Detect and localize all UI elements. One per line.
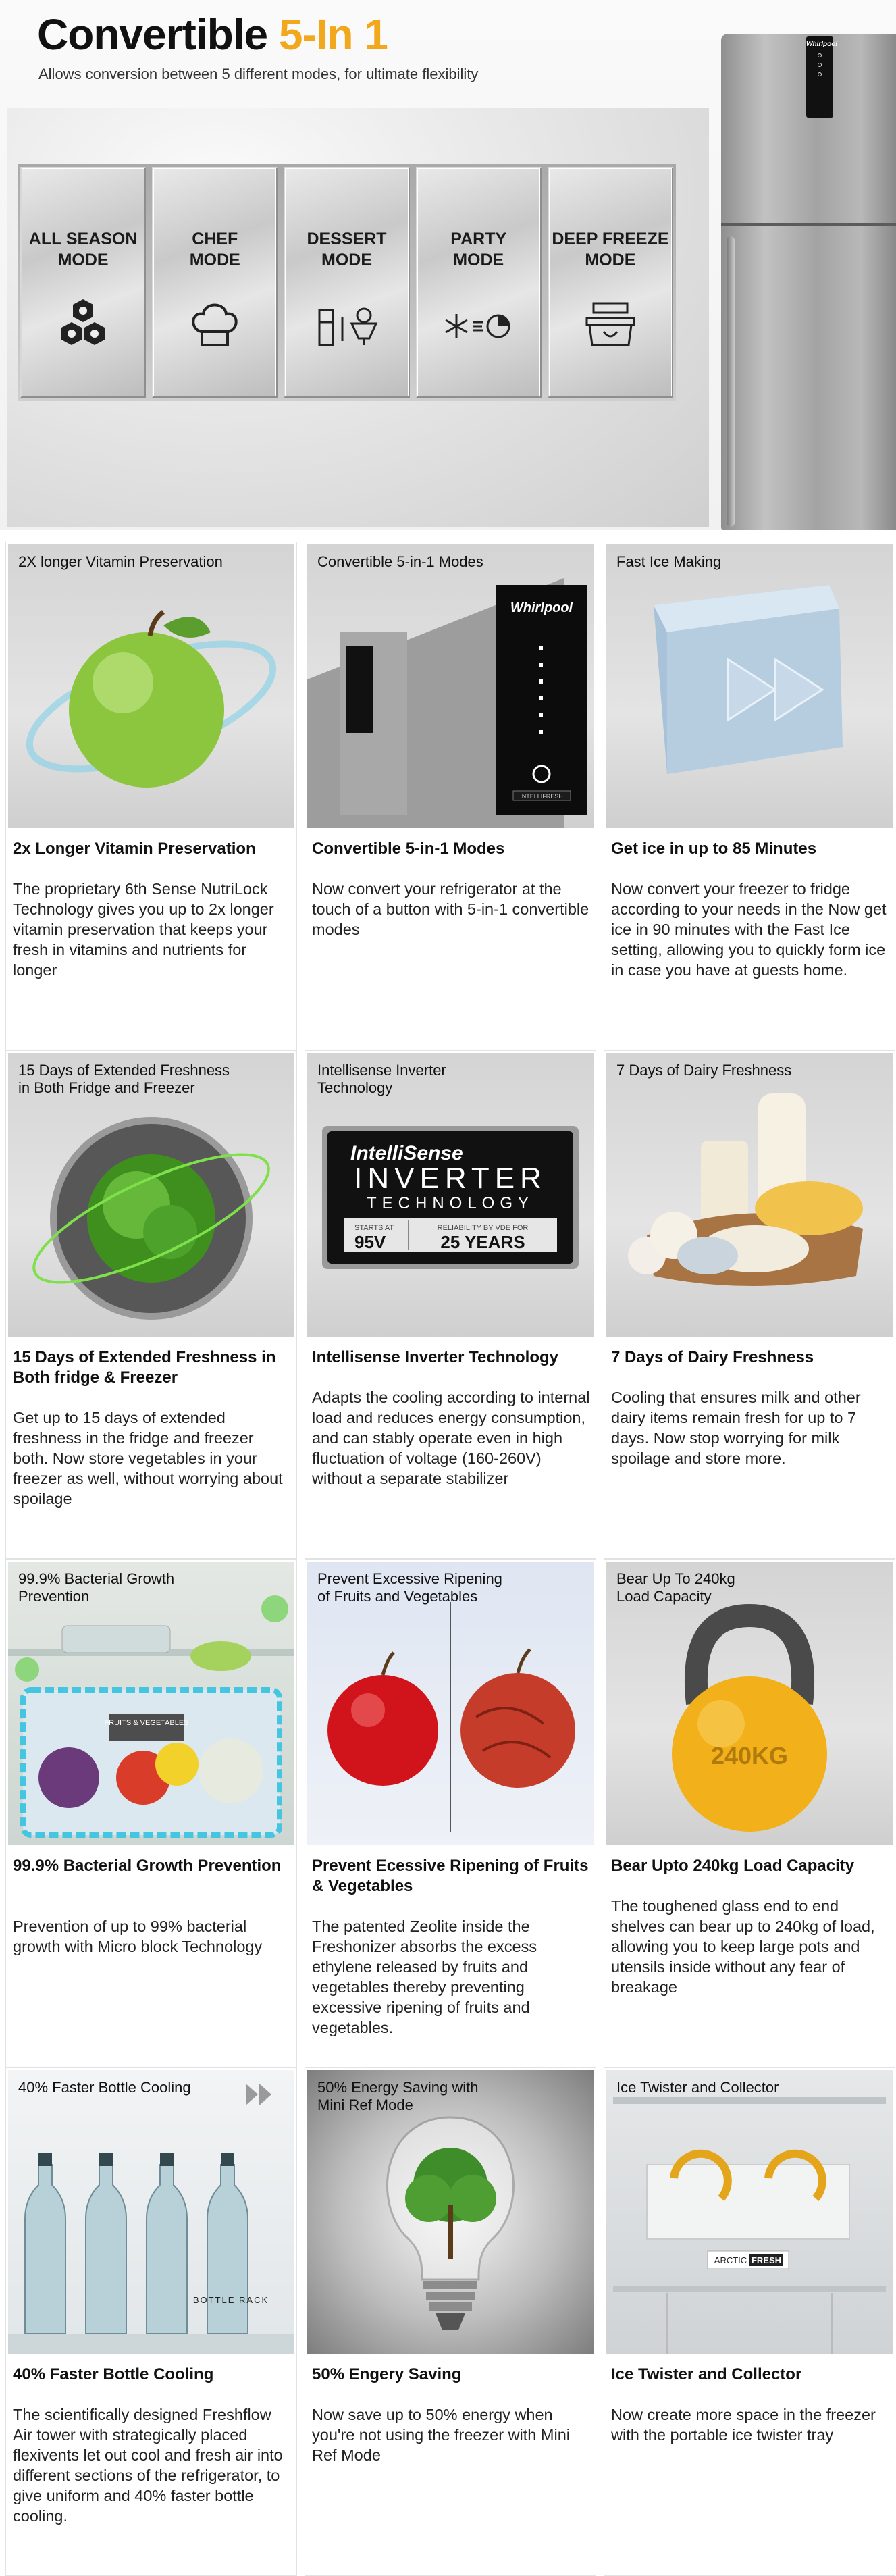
dairy-icon [606,1053,893,1337]
feature-title: Get ice in up to 85 Minutes [611,840,817,858]
feature-grid [5,542,891,2576]
feature-caption: Ice Twister and Collector [616,2079,779,2096]
fridge-door-gap [721,223,896,226]
mode-dessert [284,167,409,398]
feature-caption: 2X longer Vitamin Preservation [18,553,223,570]
hero-title-accent: 5-In 1 [278,10,388,59]
brand-logo: Whirlpool [806,41,838,48]
tray-label-1: ARCTIC [714,2255,747,2265]
feature-description: Now create more space in the freezer with the portable ice twister tray [611,2406,876,2444]
badge-line2: TECHNOLOGY [366,1194,535,1212]
feature-card [604,1559,895,2067]
feature-card [604,542,895,1050]
panel-brand: Whirlpool [510,600,573,615]
feature-description: The proprietary 6th Sense NutriLock Technology gives you up to 2x longer vitamin preservation that keeps your fresh in vitamins and nutrients for longer [13,880,274,979]
feature-title: Prevent Ecessive Ripening of Fruits & Vegetables [312,1857,589,1895]
feature-image [606,544,893,828]
feature-caption: 15 Days of Extended Freshness in Both Fridge and Freezer [18,1062,230,1096]
feature-title: 99.9% Bacterial Growth Prevention [13,1857,282,1875]
freezer-box-icon [573,297,648,351]
feature-title: 40% Faster Bottle Cooling [13,2365,214,2384]
mode-label: DEEP FREEZE MODE [552,230,669,269]
feature-card [5,542,297,1050]
hero-title-main: Convertible [37,10,279,59]
feature-description: Now save up to 50% energy when you're not using the freezer with Mini Ref Mode [312,2406,570,2464]
feature-title: 50% Engery Saving [312,2365,462,2384]
mode-label: PARTY MODE [450,230,507,269]
mode-party [416,167,542,398]
feature-title: Ice Twister and Collector [611,2365,802,2384]
mode-chef [152,167,278,398]
badge-left-value: 95V [354,1232,386,1252]
tray-label-2: FRESH [751,2255,782,2265]
feature-description: Cooling that ensures milk and other dairy items remain fresh for up to 7 days. Now stop worrying for milk spoilage and store more. [611,1389,861,1467]
mode-label: CHEF MODE [189,230,240,269]
mode-label: DESSERT MODE [307,230,387,269]
feature-card [305,1559,596,2067]
feature-caption: 99.9% Bacterial Growth Prevention [18,1570,175,1605]
feature-card [305,542,596,1050]
feature-image [8,2070,294,2354]
feature-description: Now convert your freezer to fridge according to your needs in the Now get ice in 90 minutes with the Fast Ice setting, allowing you to quickly form ice in case you have at guests home. [611,880,887,979]
feature-description: Get up to 15 days of extended freshness in the fridge and freezer both. Now store vegetables in your freezer as well, without worrying about spoilage [13,1409,283,1508]
feature-description: Adapts the cooling according to internal load and reduces energy consumption, and can stably operate even in high fluctuation of voltage (160-260V) without a separate stabilizer [312,1389,590,1487]
feature-image [606,2070,893,2354]
feature-image [307,544,594,828]
fridge-handle [727,236,735,527]
feature-title: Convertible 5-in-1 Modes [312,840,505,858]
bottles-icon [8,2070,294,2354]
feature-caption: 40% Faster Bottle Cooling [18,2079,191,2096]
feature-caption: 7 Days of Dairy Freshness [616,1062,792,1079]
badge-right-value: 25 YEARS [440,1232,525,1252]
badge-brand: IntelliSense [350,1142,463,1164]
feature-description: Prevention of up to 99% bacterial growth with Micro block Technology [13,1917,263,1955]
chef-hat-icon [178,297,252,351]
feature-card [305,1050,596,1559]
feature-title: 15 Days of Extended Freshness in Both fridge & Freezer [13,1348,276,1387]
hero-subtitle: Allows conversion between 5 different modes, for ultimate flexibility [38,66,479,82]
ice-cube-icon [606,544,893,828]
feature-description: Now convert your refrigerator at the touch of a button with 5-in-1 convertible modes [312,880,589,938]
mode-label: ALL SEASON MODE [28,230,138,269]
feature-caption: Prevent Excessive Ripening of Fruits and Vegetables [317,1570,502,1605]
feature-title: Intellisense Inverter Technology [312,1348,558,1366]
badge-line1: INVERTER [354,1162,547,1195]
weight-label: 240KG [710,1742,789,1770]
control-panel [806,36,838,118]
mode-all-season [20,167,146,398]
feature-description: The toughened glass end to end shelves can bear up to 240kg of load, allowing you to keep large pots and utensils inside without any fear of breakage [611,1897,875,1996]
feature-title: Bear Upto 240kg Load Capacity [611,1857,855,1875]
feature-caption: Convertible 5-in-1 Modes [317,553,483,570]
feature-card [305,2067,596,2576]
feature-caption: Intellisense Inverter Technology [317,1062,446,1096]
mode-deep-freeze [548,167,673,398]
feature-image [606,1053,893,1337]
feature-title: 2x Longer Vitamin Preservation [13,840,256,858]
badge-left-label: STARTS AT [354,1224,394,1232]
feature-description: The scientifically designed Freshflow Air tower with strategically placed flexivents let out cool and fresh air into different sections of the refrigerator, to give uniform and 40% faster bottle cooling. [13,2406,283,2525]
control-panel-icon [307,544,594,828]
drawer-label: FRUITS & VEGETABLES [104,1719,189,1727]
feature-card [604,1050,895,1559]
feature-caption: 50% Energy Saving with Mini Ref Mode [317,2079,479,2113]
dessert-icon [310,297,384,351]
fridge-image [721,34,896,530]
ice-twister-icon [606,2070,893,2354]
feature-card [604,2067,895,2576]
hexagon-cluster-icon [46,297,120,351]
hero-banner [0,0,896,530]
feature-caption: Fast Ice Making [616,553,722,570]
feature-description: The patented Zeolite inside the Freshonizer absorbs the excess ethylene released by fruits and vegetables thereby preventing excessive ripening of fruits and vegetables. [312,1917,537,2036]
mode-panel [18,164,676,401]
apple-icon [8,544,294,828]
feature-title: 7 Days of Dairy Freshness [611,1348,814,1366]
snowflake-timer-icon [442,297,516,351]
feature-card [5,1559,297,2067]
feature-card [5,1050,297,1559]
feature-image [8,544,294,828]
hero-title [37,9,388,59]
rack-label: BOTTLE RACK [192,2295,269,2305]
feature-card [5,2067,297,2576]
feature-caption: Bear Up To 240kg Load Capacity [616,1570,735,1605]
panel-tag: INTELLIFRESH [520,793,563,800]
badge-right-label: RELIABILITY BY VDE FOR [437,1224,529,1232]
